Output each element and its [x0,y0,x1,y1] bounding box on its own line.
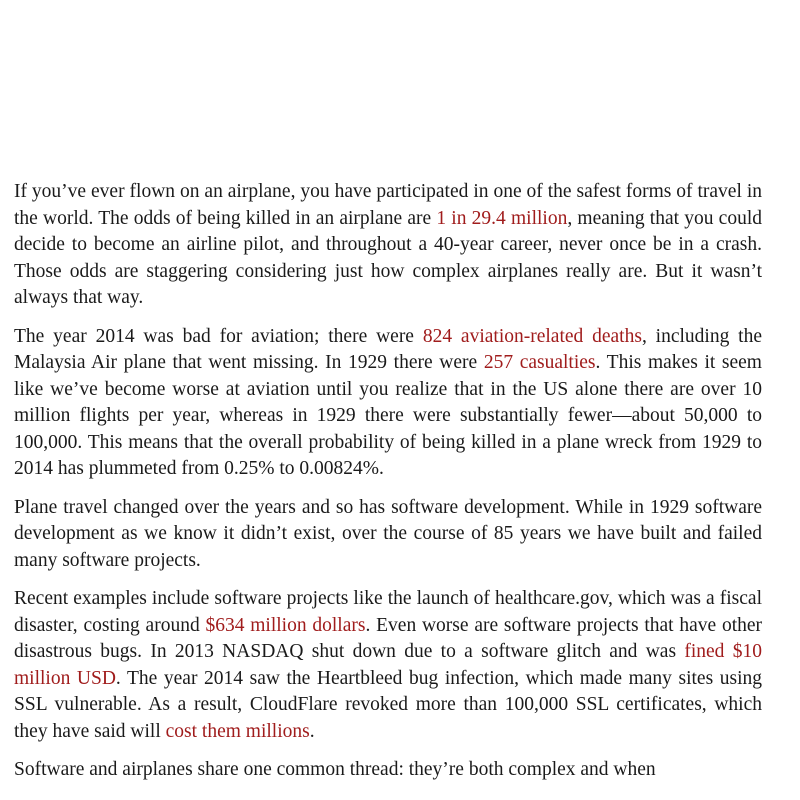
paragraph-text: Plane travel changed over the years and so has software development. While in 1929 software development as we know it didn’t exist, over the course of 85 years we have built and failed many software projects. [14,496,762,571]
paragraph-text: , including the Malaysia Air plane that went missing. In 1929 there were [14,325,763,373]
paragraph-text: If you’ve ever flown on an airplane, you have participated in one of the safest forms of travel in the world. The odds of being killed in an airplane are [14,181,762,229]
paragraph-airplane-safety [14,179,762,312]
link-healthcare-cost[interactable]: $634 million dollars [205,614,366,636]
paragraph-software-failures [14,586,762,745]
paragraph-common-thread [14,757,762,784]
paragraph-text: The year 2014 was bad for aviation; there were [14,325,423,347]
link-aviation-deaths[interactable]: 824 aviation-related deaths [422,325,642,347]
link-cloudflare-cost[interactable]: cost them millions [165,720,310,742]
paragraph-software-development [14,495,762,575]
link-1929-casualties[interactable]: 257 casualties [483,352,596,373]
paragraph-text: . The year 2014 saw the Heartbleed bug infection, which made many sites using SSL vulnerable. As a result, CloudFlare revoked more than 100,000 SSL certificates, which they have said will [14,667,762,742]
paragraph-text: Software and airplanes share one common thread: they’re both complex and when [14,759,656,780]
paragraph-text: . Even worse are software projects that have other disastrous bugs. In 2013 NASDAQ shut down due to a software glitch and was [14,614,763,662]
link-nasdaq-fine[interactable]: fined $10 million USD [14,641,762,689]
chapter-body [14,179,762,796]
paragraph-text: , meaning that you could decide to become an airline pilot, and throughout a 40-year career, never once be in a crash. Those odds are staggering considering just how complex airplanes really are. But it wasn’t always that way. [14,207,762,308]
paragraph-text: Recent examples include software projects like the launch of healthcare.gov, which was a fiscal disaster, costing around [14,588,762,636]
paragraph-text: . This makes it seem like we’ve become worse at aviation until you realize that in the US alone there are over 10 million flights per year, whereas in 1929 there were substantially fewer—about 50,000 to 100,000. This means that the overall probability of being killed in a plane wreck from 1929 to 2014 has plummeted from 0.25% to 0.00824%. [14,352,762,479]
paragraph-aviation-2014 [14,324,762,483]
link-odds-killed-airplane[interactable]: 1 in 29.4 million [436,207,568,229]
paragraph-text: . [309,720,315,742]
